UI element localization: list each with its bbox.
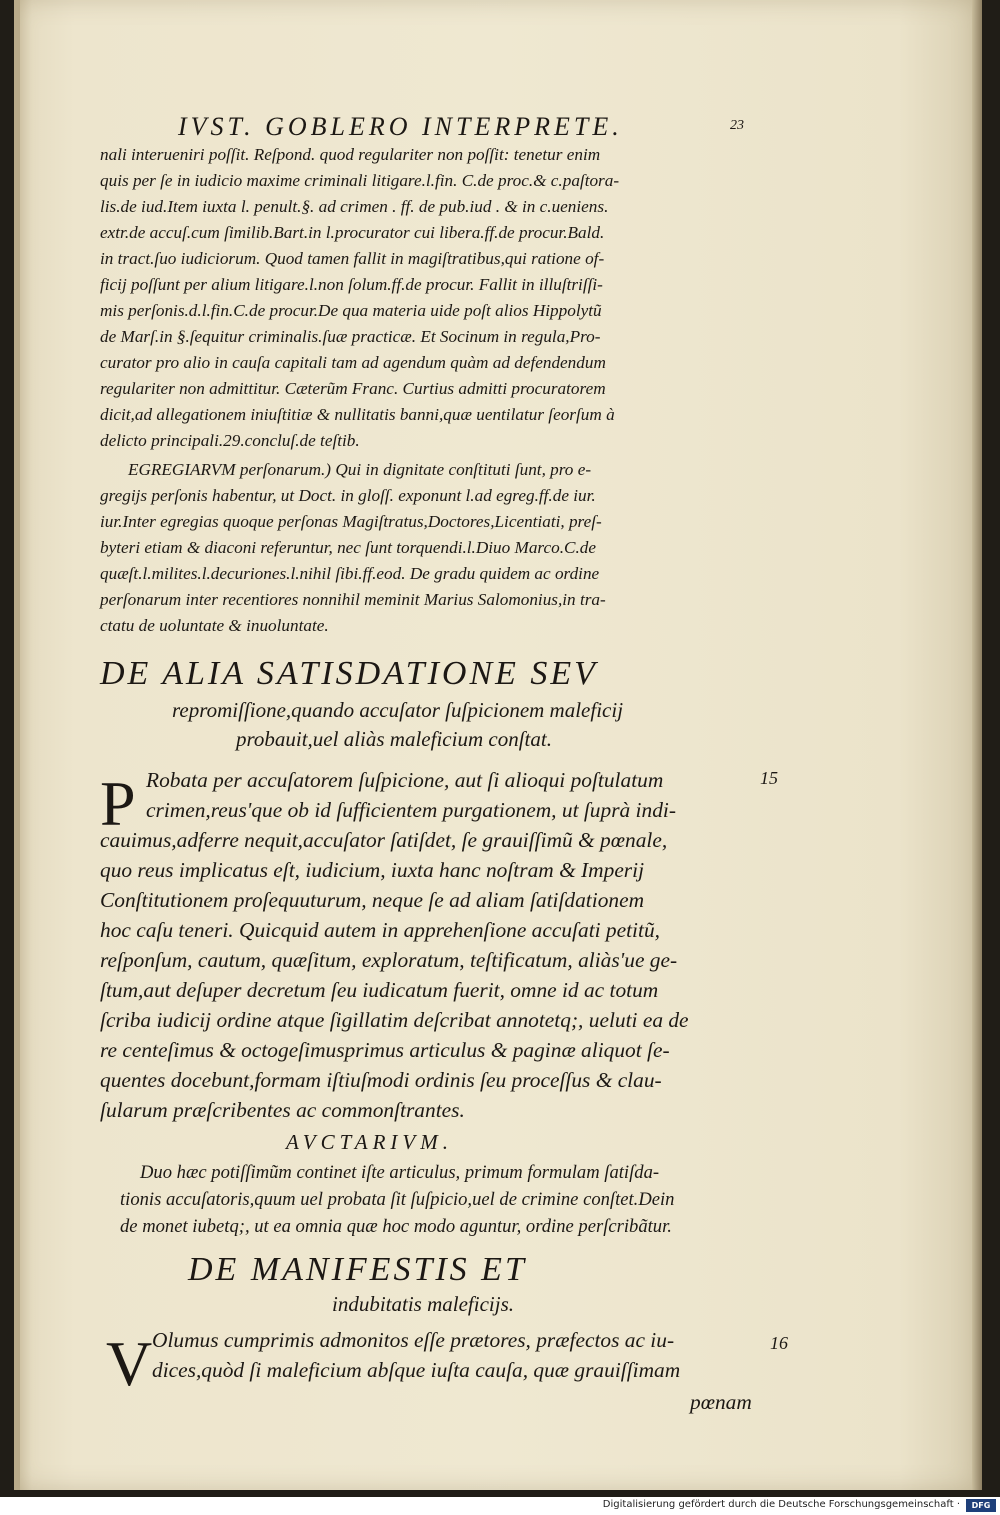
commentary-line: nali interueniri poſſit. Reſpond. quod regulariter non poſſit: tenetur enim — [100, 145, 601, 164]
text-line: Conſtitutionem proſequuturum, neque ſe ad aliam ſatiſdationem — [100, 888, 645, 912]
commentary-line: de Marſ.in §.ſequitur criminalis.ſuæ practicæ. Et Socinum in regula,Pro- — [100, 327, 601, 346]
commentary-line: dicit,ad allegationem iniuſtitiæ & nullitatis banni,quæ uentilatur ſeorſum à — [100, 405, 615, 424]
folio-number: 23 — [730, 118, 744, 133]
section-heading: DE ALIA SATISDATIONE SEV — [100, 655, 598, 692]
commentary-line: iur.Inter egregias quoque perſonas Magiſtratus,Doctores,Licentiati, preſ- — [100, 512, 602, 531]
auctarium-line: tionis accuſatoris,quum uel probata ſit ſuſpicio,uel de crimine conſtet.Dein — [120, 1189, 675, 1210]
commentary-line: perſonarum inter recentiores nonnihil meminit Marius Salomonius,in tra- — [100, 590, 606, 609]
running-head: IVST. GOBLERO INTERPRETE. — [178, 112, 623, 141]
text-line: crimen,reus'que ob id ſufficientem purgationem, ut ſuprà indi- — [146, 798, 676, 822]
article-number: 15 — [760, 768, 778, 788]
catchword: pœnam — [690, 1390, 752, 1414]
commentary-line: ficij poſſunt per alium litigare.l.non ſolum.ff.de procur. Fallit in illuſtriſſi- — [100, 275, 603, 294]
article-number: 16 — [770, 1333, 788, 1353]
text-line: Robata per accuſatorem ſuſpicione, aut ſi alioqui poſtulatum — [146, 768, 664, 792]
commentary-line: quis per ſe in iudicio maxime criminali litigare.l.fin. C.de proc.& c.paſtora- — [100, 171, 620, 190]
text-line: ſtum,aut deſuper decretum ſeu iudicatum fuerit, omne id ac totum — [100, 978, 659, 1002]
commentary-line: byteri etiam & diaconi referuntur, nec ſunt torquendi.l.Diuo Marco.C.de — [100, 538, 596, 557]
commentary-line: delicto principali.29.concluſ.de teſtib. — [100, 431, 360, 450]
commentary-line: curator pro alio in cauſa capitali tam ad agendum quàm ad defendendum — [100, 353, 606, 372]
text-line: Olumus cumprimis admonitos eſſe prætores, præfectos ac iu- — [152, 1328, 675, 1352]
commentary-line: EGREGIARVM perſonarum.) Qui in dignitate conſtituti ſunt, pro e- — [128, 460, 592, 479]
commentary-line: ctatu de uoluntate & inuoluntate. — [100, 616, 329, 635]
drop-cap: V — [106, 1328, 153, 1399]
text-line: quo reus implicatus eſt, iudicium, iuxta hanc noſtram & Imperij — [100, 858, 645, 882]
section-heading: DE MANIFESTIS ET — [188, 1251, 527, 1288]
text-line: re centeſimus & octogeſimusprimus articulus & paginæ aliquot ſe- — [100, 1038, 670, 1062]
text-line: hoc caſu teneri. Quicquid autem in apprehenſione accuſati petitũ, — [100, 918, 660, 942]
text-line: ſcriba iudicij ordine atque ſigillatim deſcribat annotetq;, ueluti ea de — [100, 1008, 689, 1032]
text-line: ſularum præſcribentes ac commonſtrantes. — [100, 1098, 465, 1122]
text-line: dices,quòd ſi maleficium abſque iuſta cauſa, quæ grauiſſimam — [152, 1358, 681, 1382]
commentary-line: quæſt.l.milites.l.decuriones.l.nihil ſibi.ff.eod. De gradu quidem ac ordine — [100, 564, 600, 583]
auctarium-line: Duo hæc potiſſimũm continet iſte articulus, primum formulam ſatiſda- — [140, 1162, 660, 1183]
drop-cap: P — [100, 768, 136, 839]
commentary-line: in tract.ſuo iudiciorum. Quod tamen fallit in magiſtratibus,qui ratione of- — [100, 249, 605, 268]
commentary-line: lis.de iud.Item iuxta l. penult.§. ad crimen . ff. de pub.iud . & in c.ueniens. — [100, 197, 609, 216]
commentary-line: mis perſonis.d.l.fin.C.de procur.De qua materia uide poſt alios Hippolytũ — [100, 301, 602, 320]
commentary-line: extr.de accuſ.cum ſimilib.Bart.in l.procurator cui libera.ff.de procur.Bald. — [100, 223, 605, 242]
text-line: reſponſum, cautum, quæſitum, exploratum, teſtificatum, aliàs'ue ge- — [100, 948, 678, 972]
commentary-line: gregijs perſonis habentur, ut Doct. in gloſſ. exponunt l.ad egreg.ff.de iur. — [100, 486, 596, 505]
text-line: quentes docebunt,formam iſtiuſmodi ordinis ſeu proceſſus & clau- — [100, 1068, 662, 1092]
page-gutter-edge — [14, 0, 20, 1490]
page-right-edge — [972, 0, 982, 1490]
auctarium-heading: AVCTARIVM. — [286, 1130, 453, 1154]
funding-notice: Digitalisierung gefördert durch die Deutsche Forschungsgemeinschaft · — [602, 1499, 960, 1510]
auctarium-line: de monet iubetq;, ut ea omnia quæ hoc modo aguntur, ordine perſcribãtur. — [120, 1216, 672, 1237]
text-line: cauimus,adferre nequit,accuſator ſatiſdet, ſe grauiſſimũ & pœnale, — [100, 828, 668, 852]
dfg-logo-icon: DFG — [966, 1499, 996, 1512]
section-subheading: probauit,uel aliàs maleficium conſtat. — [236, 727, 552, 751]
section-subheading: indubitatis maleficijs. — [332, 1292, 514, 1316]
section-subheading: repromiſſione,quando accuſator ſuſpicionem maleficij — [172, 698, 624, 722]
commentary-line: regulariter non admittitur. Cæterũm Franc. Curtius admitti procuratorem — [100, 379, 606, 398]
